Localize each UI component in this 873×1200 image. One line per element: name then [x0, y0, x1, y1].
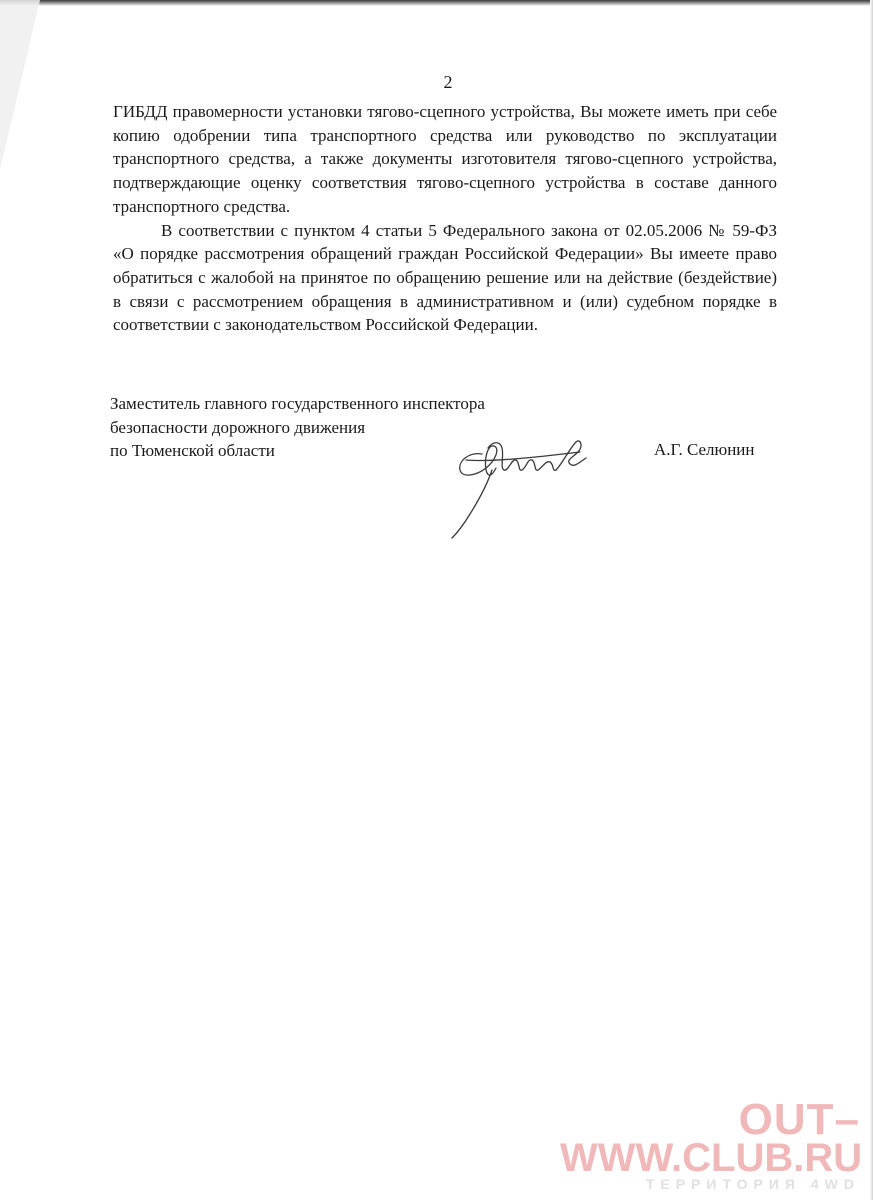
signatory-title-line: безопасности дорожного движения — [110, 417, 366, 437]
letter-body — [113, 100, 777, 337]
paragraph-continuation: ГИБДД правомерности установки тягово-сцепного устройства, Вы можете иметь при себе копию одобрении типа транспортного средства или руководство по эксплуатации транспортного средства, а также документы изготовителя тягово-сцепного устройства, подтверждающие оценку соответствия тягово-сцепного устройства в составе данного транспортного средства. — [113, 102, 777, 216]
paragraph-appeal-rights: В соответствии с пунктом 4 статьи 5 Федерального закона от 02.05.2006 № 59-ФЗ «О порядке рассмотрения обращений граждан Российской Федерации» Вы имеете право обратиться с жалобой на принятое по обращению решение или на действие (бездействие) в связи с рассмотрением обращения в административном и (или) судебном порядке в соответствии с законодательством Российской Федерации. — [113, 220, 777, 335]
scan-top-edge — [0, 0, 873, 6]
signatory-title-line: по Тюменской области — [110, 441, 275, 461]
page-fold-shadow — [0, 0, 40, 170]
site-watermark — [560, 1095, 863, 1195]
signatory-name: А.Г. Селюнин — [654, 440, 755, 459]
watermark-line: ТЕРРИТОРИЯ 4WD — [645, 1176, 860, 1192]
handwritten-signature — [430, 418, 600, 543]
watermark-line: OUT– — [738, 1095, 860, 1144]
page-number: 2 — [443, 72, 453, 92]
signatory-title-line: Заместитель главного государственного инспектора — [110, 394, 485, 413]
watermark-line: WWW.CLUB.RU — [560, 1136, 863, 1180]
signatory-title — [110, 392, 485, 463]
